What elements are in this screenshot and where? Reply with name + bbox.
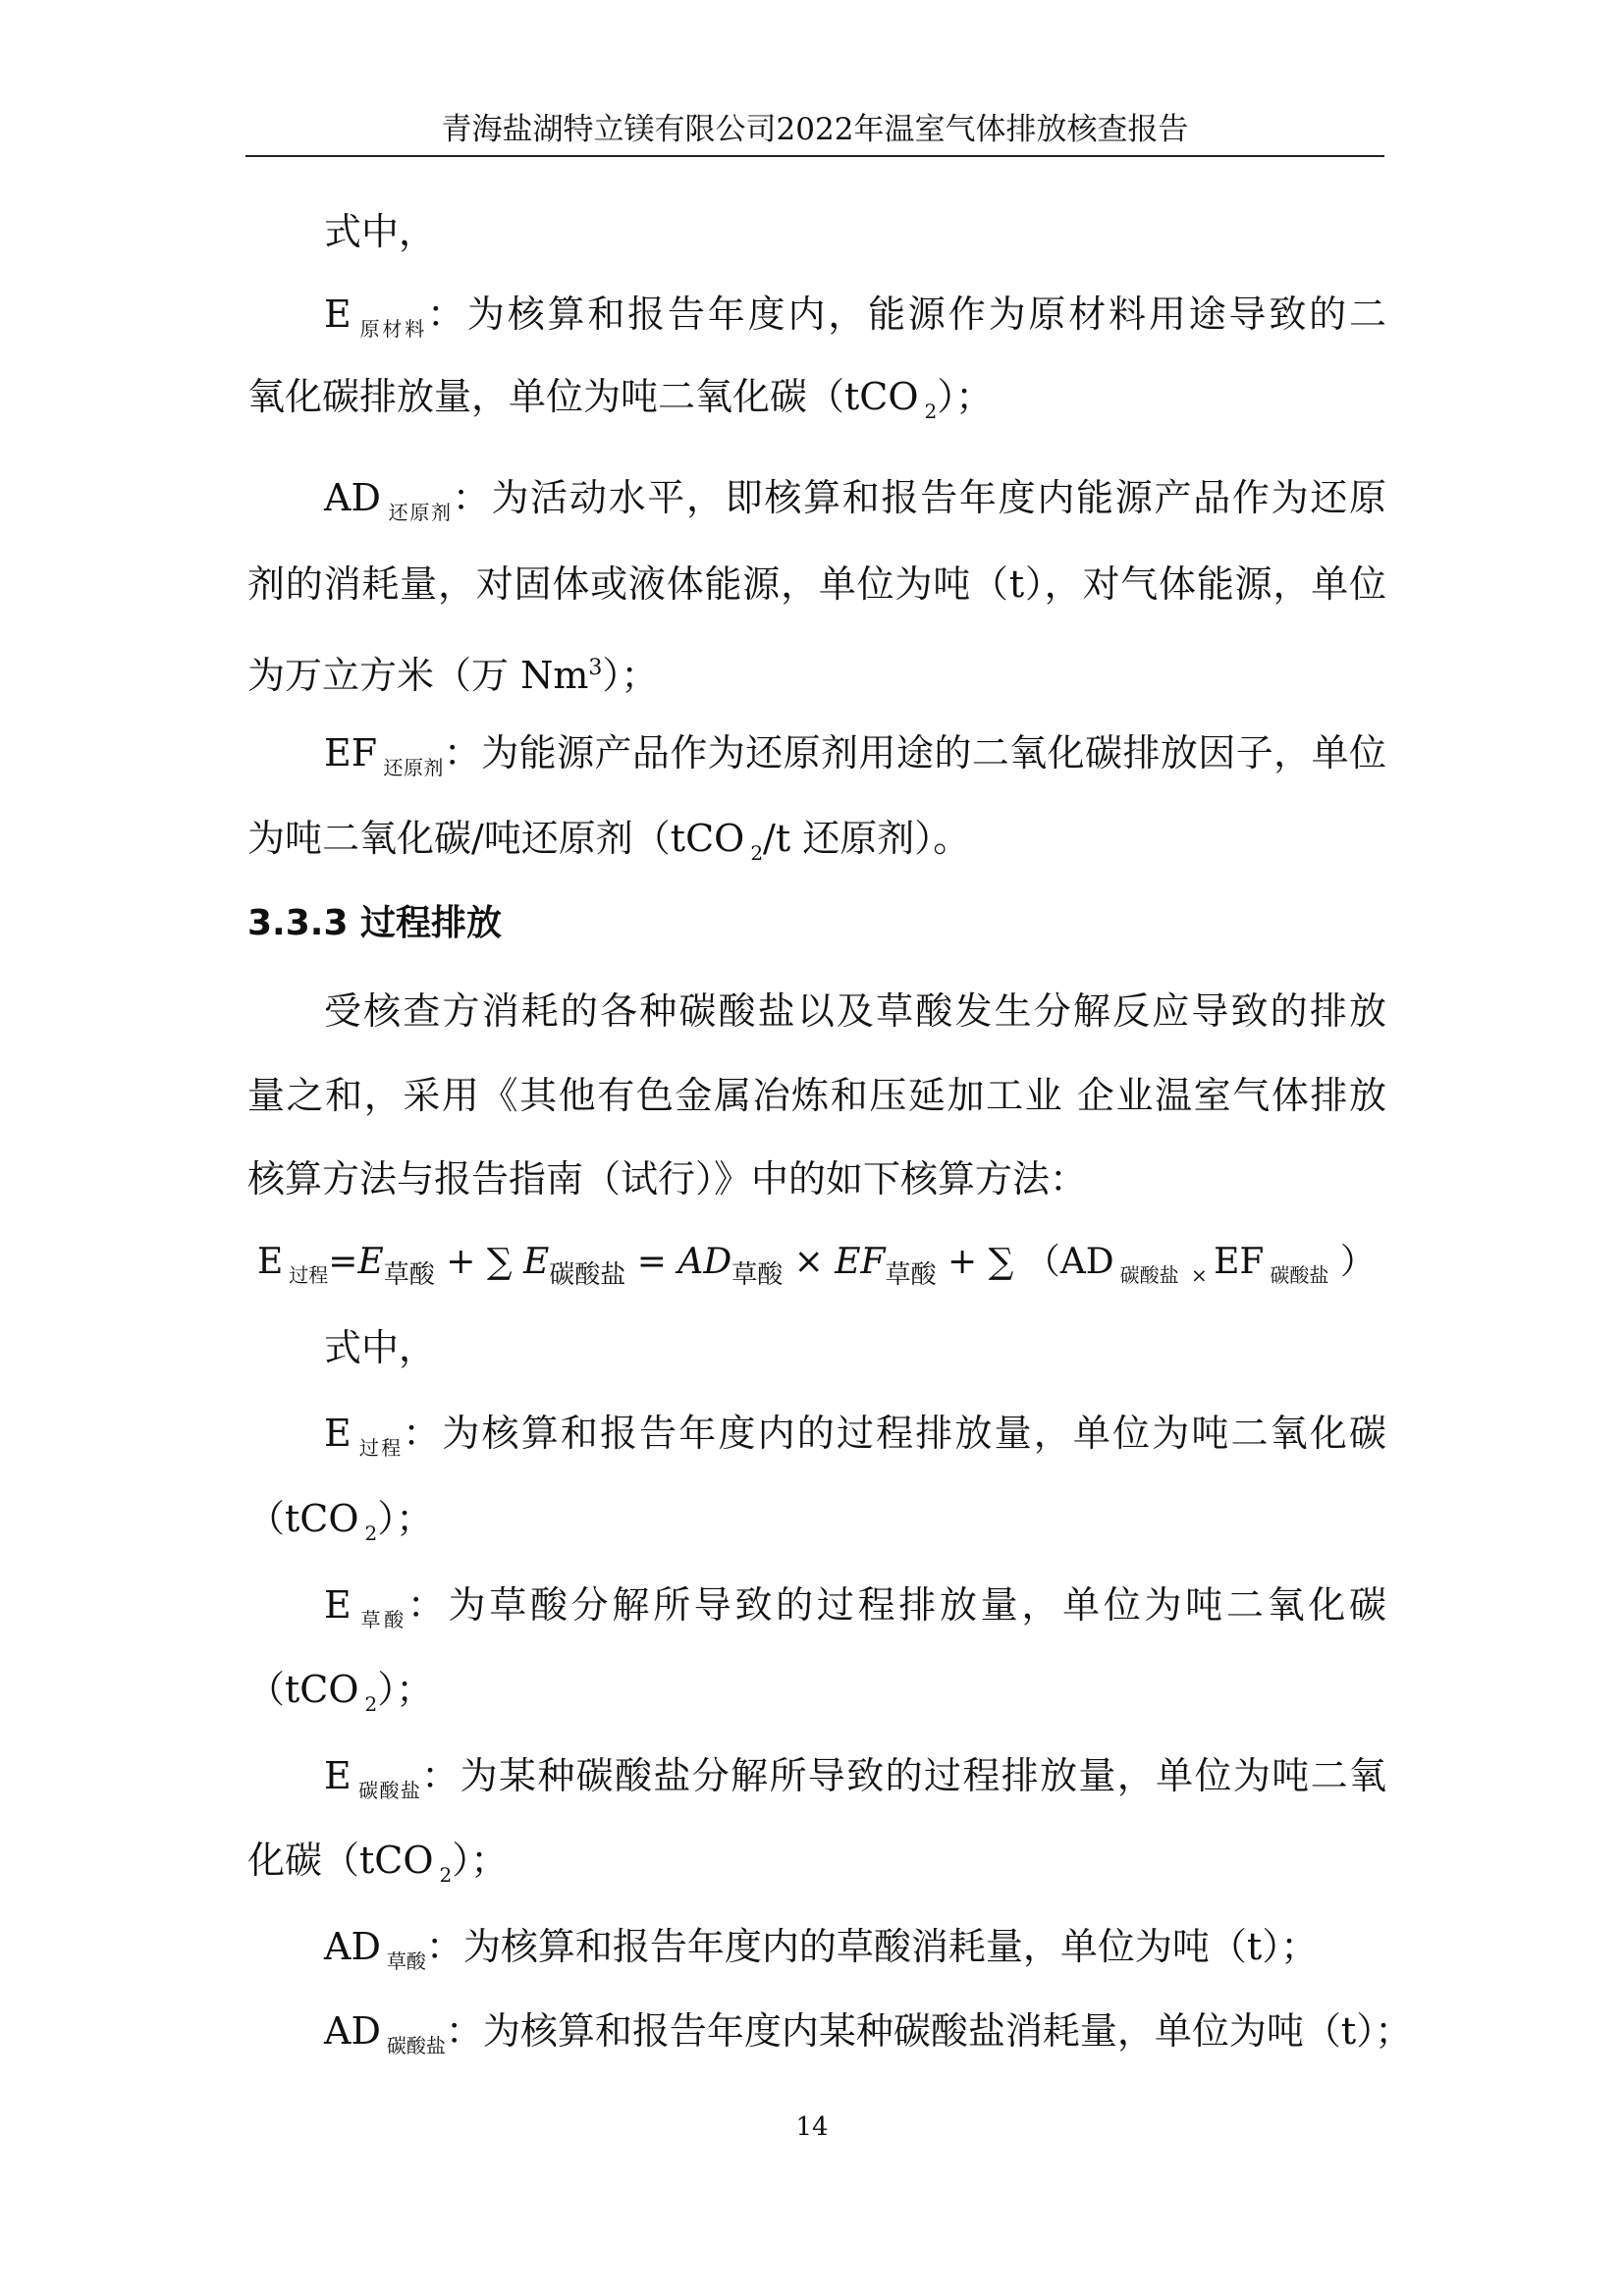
text-line: AD $_{草酸}$：为核算和报告年度内的草酸消耗量，单位为吨（t）； bbox=[324, 1925, 1319, 1973]
text-line: 为吨二氧化碳/吨还原剂（tCO $_2$/t 还原剂）。 bbox=[247, 817, 971, 865]
text-line: 剂的消耗量，对固体或液体能源，单位为吨（t），对气体能源，单位 bbox=[247, 562, 1386, 606]
header-rule bbox=[245, 155, 1384, 157]
section-heading: 3.3.3 过程排放 bbox=[247, 903, 503, 943]
text-line: 核算方法与报告指南（试行）》中的如下核算方法： bbox=[247, 1157, 1088, 1201]
text-line: AD $_{碳酸盐}$：为核算和报告年度内某种碳酸盐消耗量，单位为吨（t）； bbox=[324, 2009, 1413, 2057]
text-line: EF $_{还原剂}$：为能源产品作为还原剂用途的二氧化碳排放因子，单位 bbox=[324, 731, 1386, 779]
text-line: 化碳（tCO $_2$）； bbox=[247, 1839, 509, 1887]
text-line: 为万立方米（万 Nm$^3$）； bbox=[247, 654, 659, 697]
text-line: 氧化碳排放量，单位为吨二氧化碳（tCO $_2$）； bbox=[247, 375, 994, 423]
text-line: 式中， bbox=[324, 210, 437, 253]
page-header: 青海盐湖特立镁有限公司2022年温室气体排放核查报告 bbox=[441, 112, 1189, 147]
text-line: 量之和，采用《其他有色金属冶炼和压延加工业 企业温室气体排放 bbox=[247, 1074, 1386, 1117]
page-number: 14 bbox=[795, 2112, 829, 2142]
text-line: （tCO $_2$）； bbox=[247, 1668, 434, 1716]
text-line: AD $_{还原剂}$：为活动水平，即核算和报告年度内能源产品作为还原 bbox=[324, 476, 1386, 524]
text-line: E $_{碳酸盐}$：为某种碳酸盐分解所导致的过程排放量，单位为吨二氧 bbox=[324, 1754, 1386, 1802]
text-line: E $_{过程}$：为核算和报告年度内的过程排放量，单位为吨二氧化碳 bbox=[324, 1412, 1387, 1460]
text-line: E $_{草酸}$：为草酸分解所导致的过程排放量，单位为吨二氧化碳 bbox=[324, 1583, 1386, 1631]
text-line: E $_{原材料}$：为核算和报告年度内，能源作为原材料用途导致的二 bbox=[324, 293, 1386, 341]
text-line: 式中， bbox=[324, 1326, 437, 1369]
formula: E $_{过程}=E_{草酸}$ + ∑ $E_{碳酸盐} = AD_{草酸} \times EF_{草酸}$ + ∑ （AD $_{碳酸盐}$ $_\times$ EF $_{碳酸盐}$ ） bbox=[257, 1242, 1376, 1290]
text-line: 受核查方消耗的各种碳酸盐以及草酸发生分解反应导致的排放 bbox=[324, 989, 1386, 1033]
text-line: （tCO $_2$）； bbox=[247, 1497, 434, 1545]
